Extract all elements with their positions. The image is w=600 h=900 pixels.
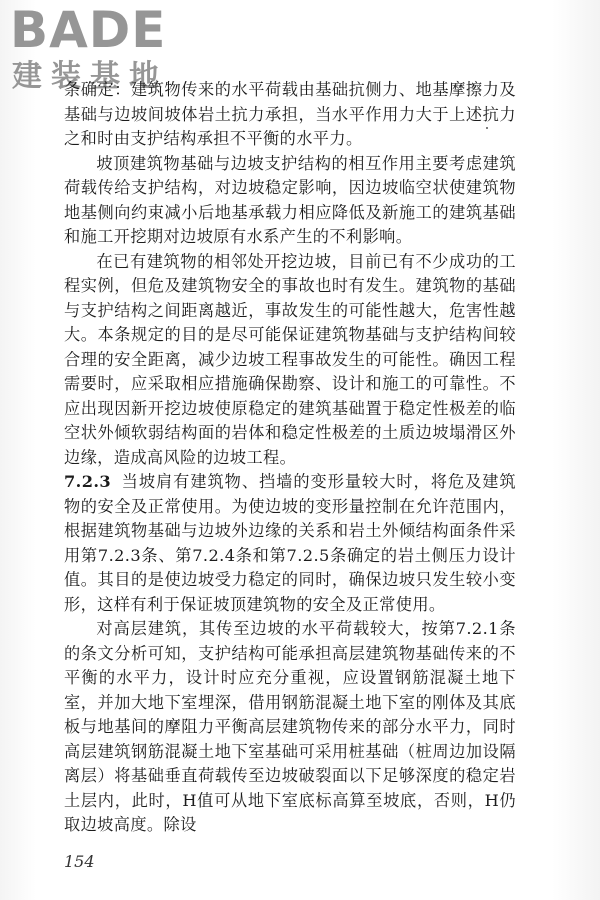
- watermark-logo-text: BADE: [10, 1, 167, 59]
- watermark-subtitle: 建装基地: [12, 59, 168, 94]
- section-paragraph: [64, 470, 516, 617]
- document-body: [64, 78, 516, 838]
- paragraph: [64, 617, 516, 838]
- paragraph: [64, 152, 516, 250]
- section-number: 7.2.3: [64, 472, 112, 491]
- page-number: 154: [64, 852, 95, 871]
- paragraph-text: 在已有建筑物的相邻处开挖边坡，目前已有不少成功的工程实例，但危及建筑物安全的事故也时有发生。建筑物的基础与支护结构之间距离越近，事故发生的可能性越大，危害性越大。本条规定的目的是尽可能保证建筑物基础与支护结构间较合理的安全距离，减少边坡工程事故发生的可能性。确因工程需要时，应采取相应措施确保勘察、设计和施工的可靠性。不应出现因新开挖边坡使原稳定的建筑基础置于稳定性极差的临空状外倾软弱结构面的岩体和稳定性极差的土质边坡塌滑区外边缘，造成高风险的边坡工程。: [64, 251, 516, 467]
- paragraph-text: 对高层建筑，其传至边坡的水平荷载较大，按第7.2.1条的条文分析可知，支护结构可能承担高层建筑物基础传来的不平衡的水平力，设计时应充分重视，应设置钢筋混凝土地下室，并加大地下室埋深，借用钢筋混凝土地下室的刚体及其底板与地基间的摩阻力平衡高层建筑物传来的部分水平力，同时高层建筑钢筋混凝土地下室基础可采用桩基础（桩周边加设隔离层）将基础垂直荷载传至边坡破裂面以下足够深度的稳定岩土层内，此时，H值可从地下室底标高算至坡底，否则，H仍取边坡高度。除设: [64, 619, 516, 834]
- paragraph: [64, 250, 516, 471]
- paragraph-text: 条确定：建筑物传来的水平荷载由基础抗侧力、地基摩擦力及基础与边坡间坡体岩土抗力承担，当水平作用力大于上述抗力之和时由支护结构承担不平衡的水平力。: [64, 80, 516, 148]
- paragraph-text: 当坡肩有建筑物、挡墙的变形量较大时，将危及建筑物的安全及正常使用。为使边坡的变形量控制在允许范围内，根据建筑物基础与边坡外边缘的关系和岩土外倾结构面条件采用第7.2.3条、第7.2.4条和第7.2.5条确定的岩土侧压力设计值。其目的是使边坡受力稳定的同时，确保边坡只发生较小变形，这样有利于保证坡顶建筑物的安全及正常使用。: [64, 472, 516, 614]
- paragraph: [64, 78, 516, 152]
- paragraph-text: 坡顶建筑物基础与边坡支护结构的相互作用主要考虑建筑荷载传给支护结构，对边坡稳定影响，因边坡临空状使建筑物地基侧向约束减小后地基承载力相应降低及新施工的建筑基础和施工开挖期对边坡原有水系产生的不利影响。: [64, 153, 516, 246]
